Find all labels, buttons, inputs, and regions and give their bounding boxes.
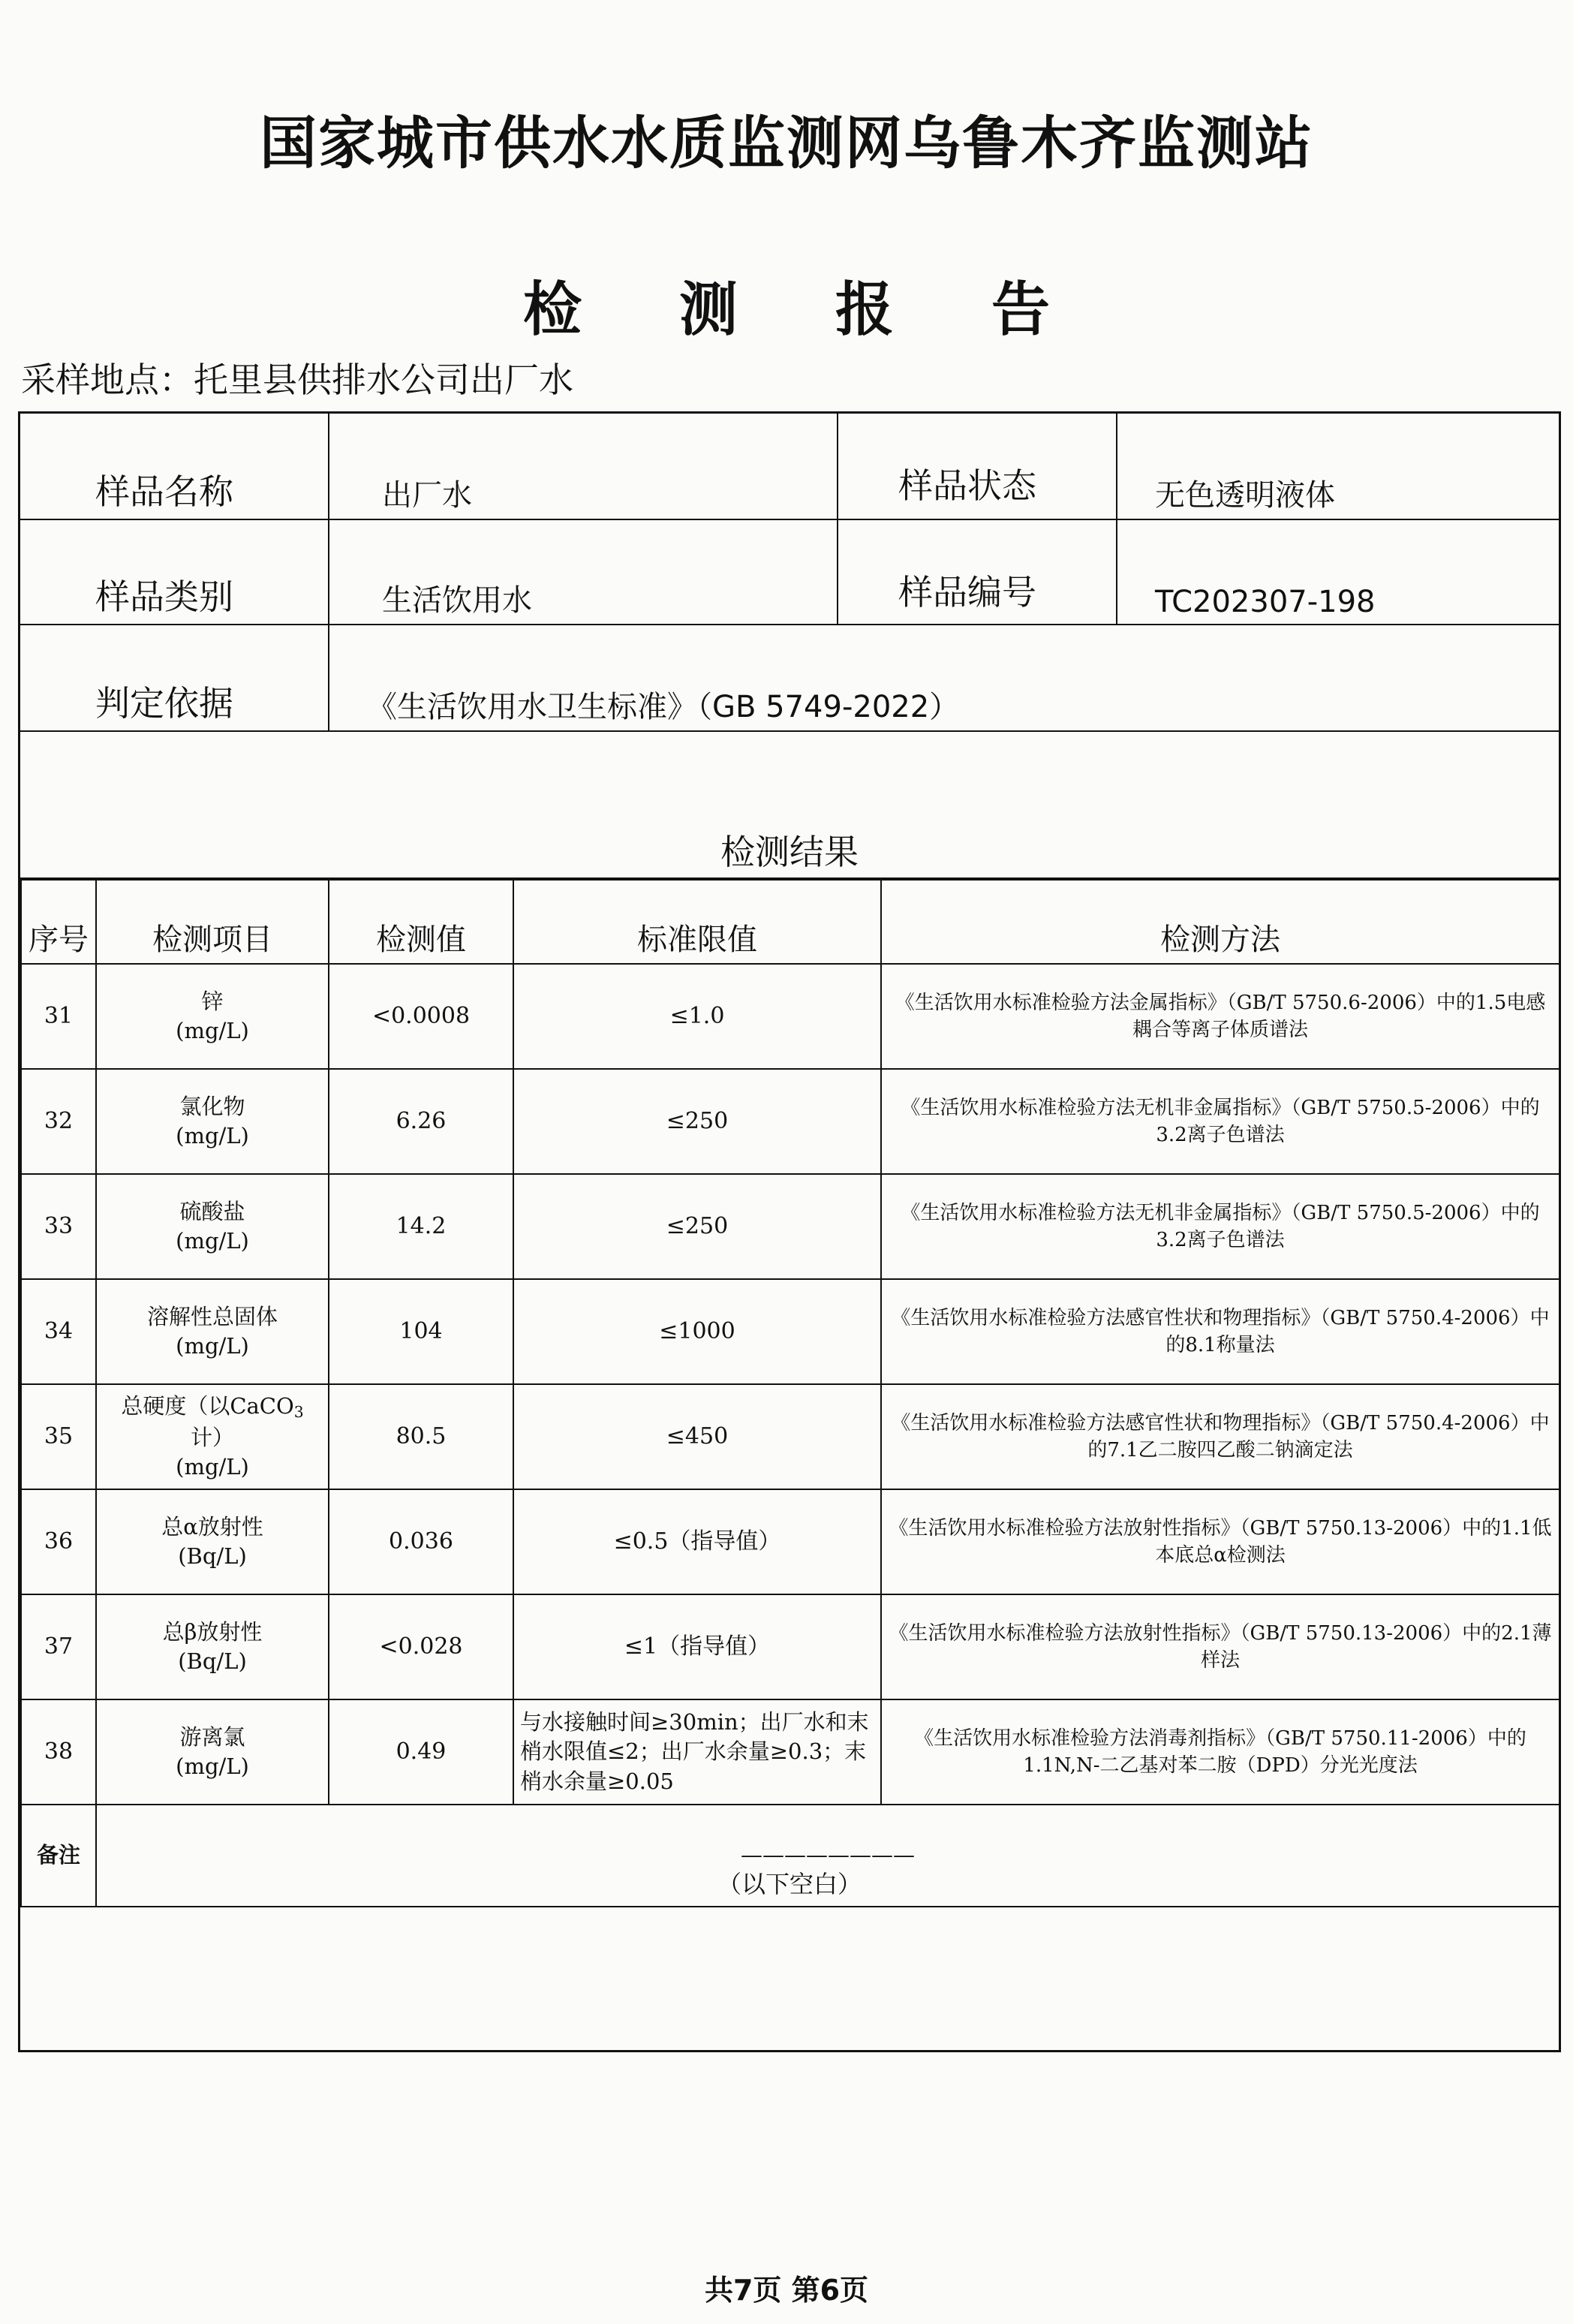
row-limit: ≤1000: [513, 1279, 881, 1384]
row-method: 《生活饮用水标准检验方法金属指标》（GB/T 5750.6-2006）中的1.5电感耦合等离子体质谱法: [881, 964, 1559, 1069]
row-limit: ≤0.5（指导值）: [513, 1489, 881, 1594]
row-no: 33: [21, 1174, 96, 1279]
report-frame: [18, 411, 1561, 2052]
row-no: 35: [21, 1384, 96, 1489]
col-header-method: 检测方法: [881, 880, 1559, 964]
row-no: 31: [21, 964, 96, 1069]
col-header-limit: 标准限值: [513, 880, 881, 964]
table-row: [21, 1069, 1559, 1174]
remark-label: 备注: [21, 1805, 96, 1907]
table-row: [21, 1174, 1559, 1279]
row-no: 32: [21, 1069, 96, 1174]
table-row: [21, 1489, 1559, 1594]
sample-number-value: TC202307-198: [1155, 585, 1376, 619]
sample-category-label: 样品类别: [95, 576, 233, 617]
row-limit: ≤1.0: [513, 964, 881, 1069]
col-header-item: 检测项目: [96, 880, 329, 964]
row-method: 《生活饮用水标准检验方法放射性指标》（GB/T 5750.13-2006）中的2.1薄样法: [881, 1594, 1559, 1699]
report-title: 检测报告: [522, 276, 1147, 344]
row-method: 《生活饮用水标准检验方法感官性状和物理指标》（GB/T 5750.4-2006）中的7.1乙二胺四乙酸二钠滴定法: [881, 1384, 1559, 1489]
row-no: 36: [21, 1489, 96, 1594]
info-row-name: [20, 414, 1559, 520]
page-info: 共7页 第6页: [704, 2274, 869, 2307]
row-value: 6.26: [329, 1069, 513, 1174]
basis-value: 《生活饮用水卫生标准》（GB 5749-2022）: [367, 690, 960, 724]
row-item: 氯化物 (mg/L): [96, 1069, 329, 1174]
row-limit: ≤450: [513, 1384, 881, 1489]
row-method: 《生活饮用水标准检验方法放射性指标》（GB/T 5750.13-2006）中的1.1低本底总α检测法: [881, 1489, 1559, 1594]
table-row: [21, 1384, 1559, 1489]
row-value: 104: [329, 1279, 513, 1384]
row-item: 硫酸盐 (mg/L): [96, 1174, 329, 1279]
row-method: 《生活饮用水标准检验方法无机非金属指标》（GB/T 5750.5-2006）中的3.2离子色谱法: [881, 1174, 1559, 1279]
sample-state-label: 样品状态: [898, 465, 1036, 506]
row-limit: ≤250: [513, 1069, 881, 1174]
location-label: 采样地点：: [21, 360, 194, 400]
row-no: 37: [21, 1594, 96, 1699]
row-value: 0.49: [329, 1699, 513, 1805]
remark-value: ————————: [96, 1805, 1559, 1907]
basis-label: 判定依据: [95, 683, 233, 724]
row-limit: 与水接触时间≥30min；出厂水和末梢水限值≤2；出厂水余量≥0.3；末梢水余量≥0.05: [513, 1699, 881, 1805]
row-value: <0.0008: [329, 964, 513, 1069]
sample-number-label: 样品编号: [898, 572, 1036, 613]
row-value: 80.5: [329, 1384, 513, 1489]
row-limit: ≤250: [513, 1174, 881, 1279]
sampling-location: [21, 353, 573, 402]
row-item: 锌 (mg/L): [96, 964, 329, 1069]
row-item: 溶解性总固体 (mg/L): [96, 1279, 329, 1384]
row-item: 总硬度（以CaCO$_3$ 计） (mg/L): [96, 1384, 329, 1489]
row-method: 《生活饮用水标准检验方法消毒剂指标》（GB/T 5750.11-2006）中的1.1N,N-二乙基对苯二胺（DPD）分光光度法: [881, 1699, 1559, 1805]
row-limit: ≤1（指导值）: [513, 1594, 881, 1699]
row-method: 《生活饮用水标准检验方法感官性状和物理指标》（GB/T 5750.4-2006）中的8.1称量法: [881, 1279, 1559, 1384]
blank-note: （以下空白）: [717, 1870, 862, 1898]
results-header-row: [21, 880, 1559, 964]
row-no: 38: [21, 1699, 96, 1805]
table-row: [21, 964, 1559, 1069]
row-value: 14.2: [329, 1174, 513, 1279]
table-row: [21, 1279, 1559, 1384]
row-method: 《生活饮用水标准检验方法无机非金属指标》（GB/T 5750.5-2006）中的3.2离子色谱法: [881, 1069, 1559, 1174]
row-value: 0.036: [329, 1489, 513, 1594]
col-header-no: 序号: [21, 880, 96, 964]
info-row-category: [20, 520, 1559, 625]
org-title: 国家城市供水水质监测网乌鲁木齐监测站: [260, 110, 1313, 176]
sample-name-label: 样品名称: [95, 471, 233, 512]
row-item: 总β放射性 (Bq/L): [96, 1594, 329, 1699]
results-title: 检测结果: [20, 732, 1559, 879]
row-item: 总α放射性 (Bq/L): [96, 1489, 329, 1594]
row-no: 34: [21, 1279, 96, 1384]
row-value: <0.028: [329, 1594, 513, 1699]
location-value: 托里县供排水公司出厂水: [194, 360, 573, 400]
table-row: [21, 1699, 1559, 1805]
results-table: [20, 879, 1560, 1907]
sample-state-value: 无色透明液体: [1155, 478, 1335, 513]
table-row: [21, 1594, 1559, 1699]
row-item: 游离氯 (mg/L): [96, 1699, 329, 1805]
sample-name-value: 出厂水: [382, 478, 472, 513]
sample-category-value: 生活饮用水: [382, 583, 532, 618]
col-header-value: 检测值: [329, 880, 513, 964]
info-row-basis: [20, 625, 1559, 732]
